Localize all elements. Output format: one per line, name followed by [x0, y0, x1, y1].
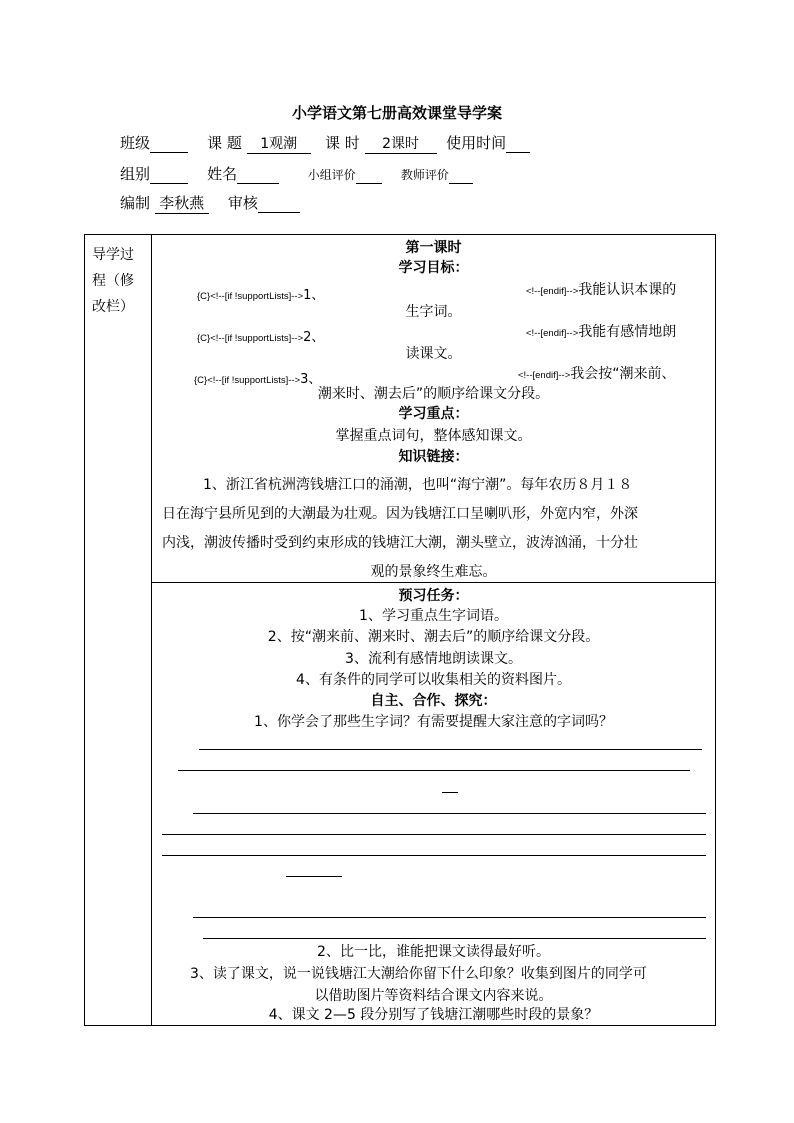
goal-2-text-a: 我能有感情地朗	[578, 324, 677, 340]
teacher-eval-blank	[449, 165, 473, 184]
answer-line-9	[203, 938, 706, 939]
name-blank	[237, 165, 279, 184]
preview-heading: 预习任务：	[398, 588, 469, 604]
topic-label: 课 题	[207, 134, 242, 152]
lesson-heading: 第一课时	[405, 240, 462, 256]
explore-question-3a: 3、读了课文，说一说钱塘江大潮给你留下什么印象？收集到图片的同学可	[190, 966, 647, 982]
link-line-4: 观的景象终生难忘。	[370, 564, 497, 580]
group-eval-blank	[356, 165, 382, 184]
link-heading: 知识链接：	[398, 449, 469, 465]
answer-line-3	[442, 792, 458, 793]
goal-1-comment-end: <!--[endif]-->	[526, 286, 579, 297]
group-blank	[150, 165, 188, 184]
table-right-border	[715, 234, 716, 1026]
topic-value: 1观潮	[247, 133, 311, 154]
goal-3-text-b: 潮来时、潮去后”的顺序给课文分段。	[317, 386, 550, 402]
usage-blank	[506, 134, 530, 153]
name-label: 姓名	[207, 165, 238, 183]
review-label: 审核	[227, 194, 258, 212]
goal-2-comment: {C}<!--[if !supportLists]-->	[197, 333, 304, 344]
header-row-3	[120, 192, 300, 214]
left-column-line-2: 程（修	[92, 273, 134, 289]
explore-heading: 自主、合作、探究：	[370, 693, 497, 709]
goal-1-text-b: 生字词。	[405, 304, 462, 320]
class-blank	[150, 134, 188, 153]
answer-line-6	[162, 855, 706, 856]
goal-1-end	[526, 279, 676, 299]
group-label: 组别	[120, 165, 151, 183]
left-column-label	[92, 242, 134, 320]
usage-label: 使用时间	[446, 134, 507, 152]
author-value: 李秋燕	[155, 192, 209, 214]
goal-3-end	[518, 363, 676, 383]
page-title: 小学语文第七册高效课堂导学案	[291, 104, 502, 122]
explore-question-3b: 以借助图片等资料结合课文内容来说。	[314, 988, 553, 1004]
header-row-1	[120, 132, 530, 154]
left-column-line-1: 导学过	[92, 247, 134, 263]
table-top-border	[84, 234, 716, 235]
goal-2-num: 2、	[303, 330, 325, 345]
group-eval-label: 小组评价	[307, 168, 356, 182]
goal-2-comment-end: <!--[endif]-->	[526, 328, 579, 339]
goal-1-comment: {C}<!--[if !supportLists]-->	[197, 291, 304, 302]
goal-3-num: 3、	[300, 372, 322, 387]
table-row-divider	[151, 582, 716, 583]
answer-line-2	[178, 770, 690, 771]
review-blank	[258, 194, 300, 213]
explore-question-4: 4、课文 2—5 段分别写了钱塘江潮哪些时段的景象？	[268, 1007, 599, 1023]
header-row-2	[120, 163, 473, 184]
link-line-1: 1、浙江省杭洲湾钱塘江口的涌潮，也叫“海宁潮”。每年农历８月１８	[203, 477, 633, 493]
author-label: 编制	[120, 194, 151, 212]
preview-item-4: 4、有条件的同学可以收集相关的资料图片。	[296, 672, 571, 688]
focus-text: 掌握重点词句，整体感知课文。	[335, 428, 532, 444]
explore-question-1: 1、你学会了那些生字词？有需要提醒大家注意的字词吗？	[254, 714, 613, 730]
goal-2-end	[526, 321, 676, 341]
table-bottom-border	[84, 1025, 716, 1026]
answer-line-1	[199, 749, 702, 750]
period-label: 课 时	[324, 134, 360, 152]
teacher-eval-label: 教师评价	[400, 168, 449, 182]
goal-3-comment: {C}<!--[if !supportLists]-->	[194, 375, 301, 386]
goal-1-num: 1、	[303, 288, 325, 303]
answer-line-8	[193, 917, 706, 918]
preview-item-1: 1、学习重点生字词语。	[359, 608, 508, 624]
goal-3-comment-end: <!--[endif]-->	[518, 370, 571, 381]
link-line-3: 内浅，潮波传播时受到约束形成的钱塘江大潮，潮头壁立，波涛汹涌，十分壮	[162, 535, 638, 551]
left-column-line-3: 改栏）	[92, 299, 134, 315]
preview-item-2: 2、按“潮来前、潮来时、潮去后”的顺序给课文分段。	[267, 629, 600, 645]
answer-line-4	[193, 813, 706, 814]
preview-item-3: 3、流利有感情地朗读课文。	[345, 651, 522, 667]
goal-1-text-a: 我能认识本课的	[578, 282, 677, 298]
focus-heading: 学习重点：	[398, 406, 469, 422]
answer-line-5	[162, 834, 706, 835]
link-line-2: 日在海宁县所见到的大潮最为壮观。因为钱塘江口呈喇叭形，外宽内窄，外深	[162, 506, 638, 522]
goals-heading: 学习目标：	[398, 260, 469, 276]
period-value: 2课时	[365, 133, 437, 154]
goal-3-text-a: 我会按“潮来前、	[570, 366, 676, 382]
class-label: 班级	[120, 134, 151, 152]
answer-line-7	[286, 876, 342, 877]
explore-question-2: 2、比一比，谁能把课文读得最好听。	[317, 944, 550, 960]
table-left-border	[84, 234, 85, 1026]
goal-2-text-b: 读课文。	[405, 346, 462, 362]
